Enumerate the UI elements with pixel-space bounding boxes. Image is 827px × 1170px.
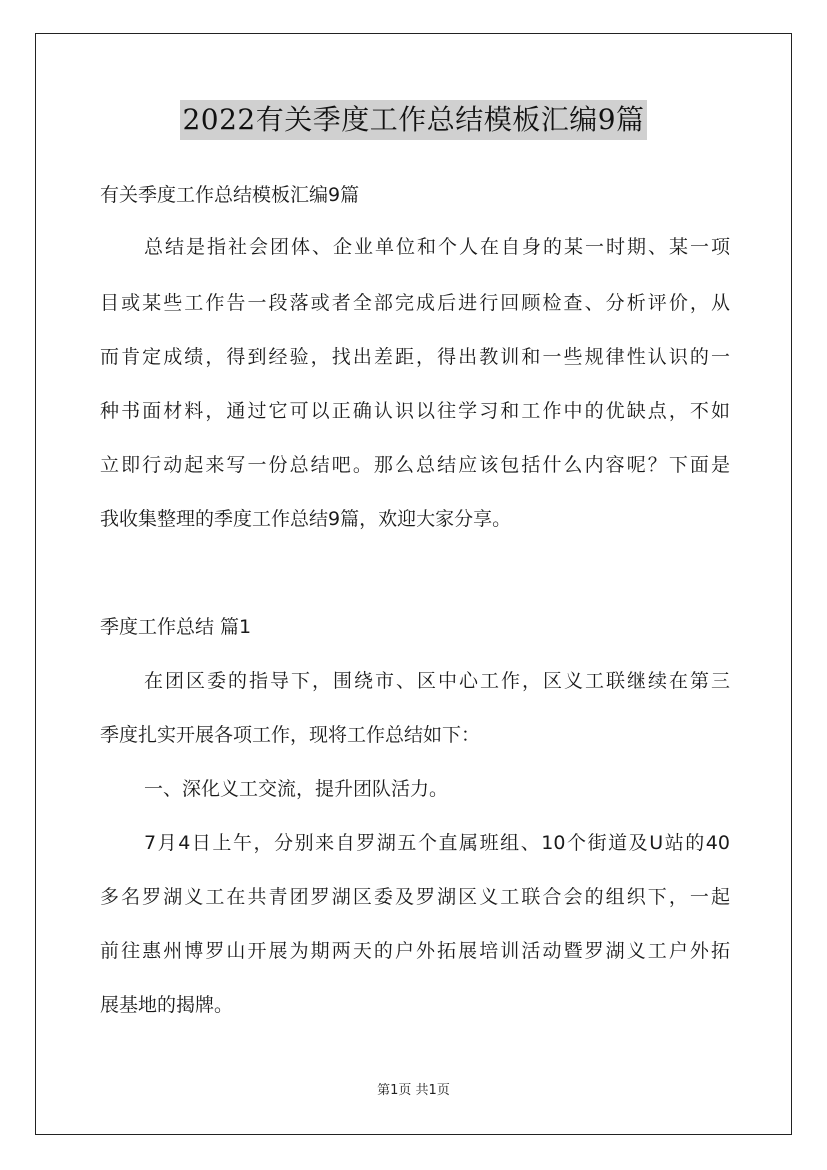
intro-line: 我收集整理的季度工作总结9篇，欢迎大家分享。 xyxy=(100,508,512,530)
paragraph-line: 展基地的揭牌。 xyxy=(100,994,234,1016)
paragraph-line: 季度扎实开展各项工作，现将工作总结如下： xyxy=(100,724,481,746)
intro-line: 立即行动起来写一份总结吧。那么总结应该包括什么内容呢？下面是 xyxy=(100,454,730,476)
document-title xyxy=(0,100,827,140)
paragraph-line: 前往惠州博罗山开展为期两天的户外拓展培训活动暨罗湖义工户外拓 xyxy=(100,940,730,962)
document-subtitle: 有关季度工作总结模板汇编9篇 xyxy=(100,184,360,206)
paragraph-line: 在团区委的指导下，围绕市、区中心工作，区义工联继续在第三 xyxy=(144,670,730,692)
intro-line: 总结是指社会团体、企业单位和个人在自身的某一时期、某一项 xyxy=(144,236,730,258)
document-title-text: 2022有关季度工作总结模板汇编9篇 xyxy=(180,100,646,140)
section-heading: 季度工作总结 篇1 xyxy=(100,616,252,638)
intro-line: 目或某些工作告一段落或者全部完成后进行回顾检查、分析评价，从 xyxy=(100,292,730,314)
intro-line: 而肯定成绩，得到经验，找出差距，得出教训和一些规律性认识的一 xyxy=(100,346,730,368)
paragraph-line: 7月4日上午，分别来自罗湖五个直属班组、10个街道及U站的40 xyxy=(144,832,730,854)
section-subheading: 一、深化义工交流，提升团队活力。 xyxy=(144,778,449,800)
paragraph-line: 多名罗湖义工在共青团罗湖区委及罗湖区义工联合会的组织下，一起 xyxy=(100,886,730,908)
page-footer: 第1页 共1页 xyxy=(377,1083,450,1098)
intro-line: 种书面材料，通过它可以正确认识以往学习和工作中的优缺点，不如 xyxy=(100,400,730,422)
